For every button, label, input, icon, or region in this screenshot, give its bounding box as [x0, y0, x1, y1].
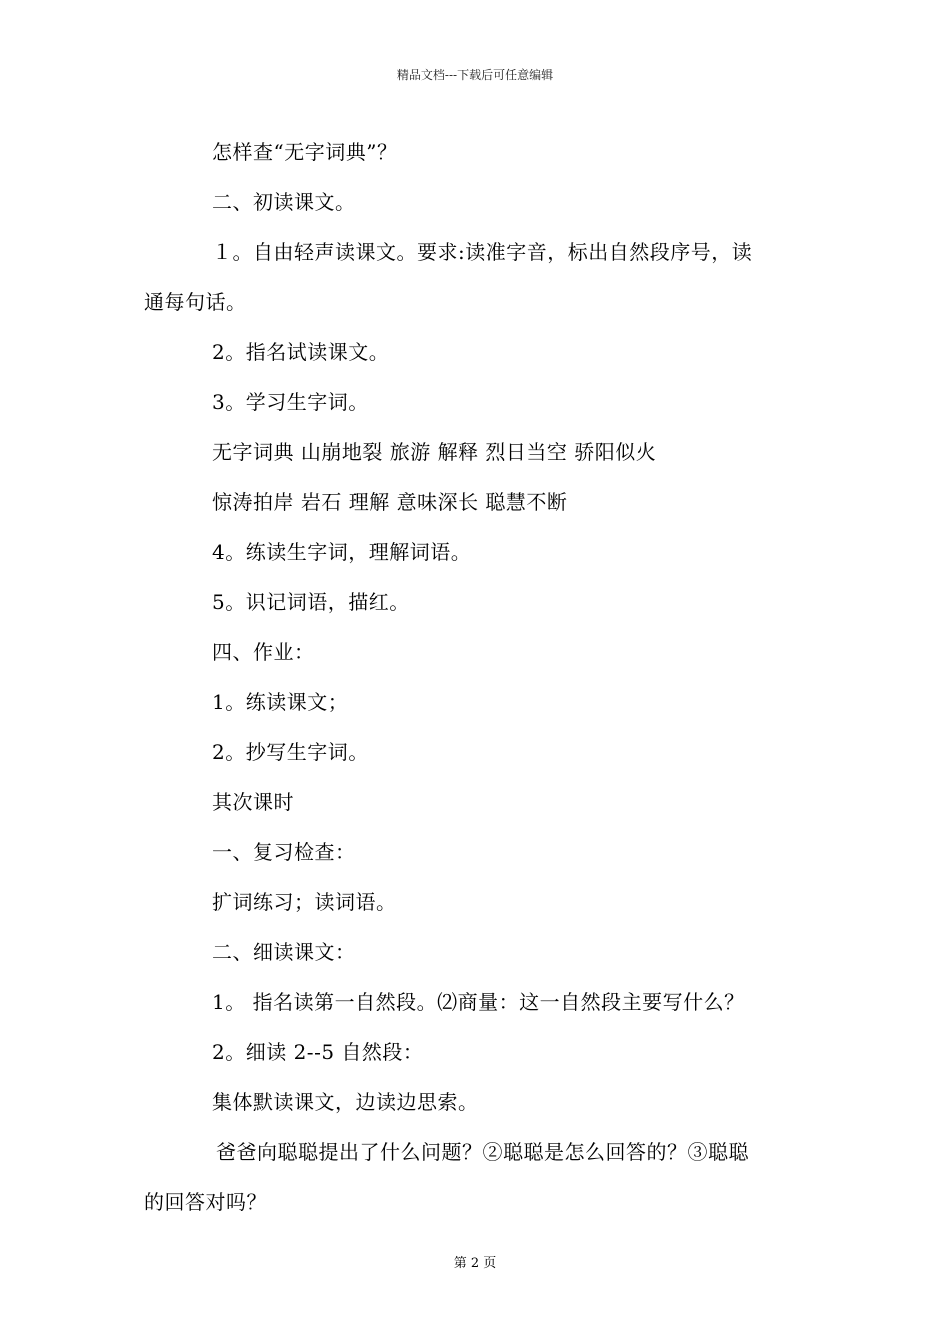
text-line: 怎样查“无字词典”？: [212, 140, 398, 164]
text-line: 3。学习生字词。: [212, 390, 369, 414]
text-line: 1。练读课文；: [212, 690, 349, 714]
text-line: 其次课时: [212, 790, 294, 814]
text-line: 5。识记词语，描红。: [212, 590, 410, 614]
text-line: １。自由轻声读课文。要求:读准字音，标出自然段序号，读: [212, 240, 753, 264]
page-number: 第 2 页: [453, 1256, 497, 1271]
text-line: 二、初读课文。: [212, 190, 356, 214]
text-line: 二、细读课文：: [212, 940, 356, 964]
text-line: 4。练读生字词，理解词语。: [212, 540, 472, 564]
text-line: 2。指名试读课文。: [212, 340, 390, 364]
text-line: 扩词练习；读词语。: [212, 890, 397, 914]
text-line: 2。细读 2--5 自然段：: [212, 1040, 424, 1064]
page-header: 精品文档---下载后可任意编辑: [396, 68, 554, 82]
text-line: 2。抄写生字词。: [212, 740, 369, 764]
text-line: 四、作业：: [212, 640, 315, 664]
text-line: 无字词典 山崩地裂 旅游 解释 烈日当空 骄阳似火: [212, 440, 657, 464]
text-line: 集体默读课文，边读边思索。: [212, 1090, 479, 1114]
text-line: 惊涛拍岸 岩石 理解 意味深长 聪慧不断: [212, 490, 568, 514]
text-line: 通每句话。: [144, 290, 247, 314]
text-line: 爸爸向聪聪提出了什么问题？②聪聪是怎么回答的？③聪聪: [216, 1140, 749, 1164]
text-line: 一、复习检查：: [212, 840, 356, 864]
text-line: 的回答对吗？: [144, 1190, 267, 1214]
text-line: 1。 指名读第一自然段。⑵商量：这一自然段主要写什么？: [212, 990, 745, 1014]
